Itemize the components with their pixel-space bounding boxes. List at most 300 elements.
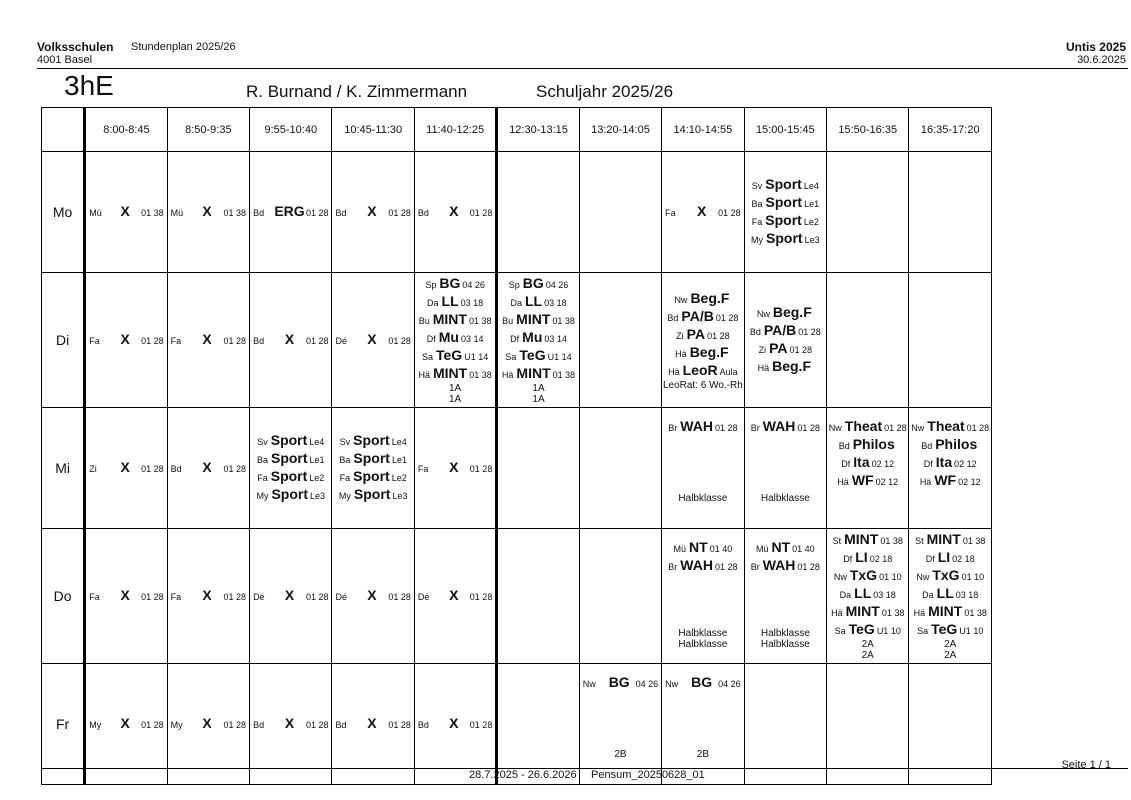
teacher-code: Hä bbox=[418, 370, 430, 380]
room-code: 01 38 bbox=[223, 208, 247, 218]
lesson bbox=[86, 715, 166, 733]
teacher-code: Zi bbox=[758, 345, 767, 355]
lesson-cell bbox=[497, 273, 579, 408]
teacher-code: Zi bbox=[89, 464, 97, 474]
subject-code: TxG bbox=[849, 567, 878, 583]
class-teachers: R. Burnand / K. Zimmermann bbox=[246, 82, 468, 101]
lesson bbox=[826, 418, 910, 436]
room-code: 04 26 bbox=[462, 280, 485, 290]
subject-code: X bbox=[202, 459, 212, 475]
lesson-group bbox=[86, 408, 166, 528]
lesson-group bbox=[909, 529, 991, 663]
lesson bbox=[168, 587, 249, 605]
day-row bbox=[42, 529, 992, 664]
room-code: 01 28 bbox=[305, 720, 329, 730]
subject-code: BG bbox=[439, 275, 461, 291]
lesson bbox=[168, 715, 249, 733]
subject-code: X bbox=[202, 331, 212, 347]
lesson bbox=[923, 549, 978, 567]
teacher-code: Df bbox=[925, 554, 935, 564]
subject-code: Theat bbox=[844, 418, 883, 434]
teacher-code: St bbox=[915, 536, 924, 546]
teacher-code: Bd bbox=[667, 312, 679, 323]
subject-code: X bbox=[202, 715, 212, 731]
teacher-code: Mü bbox=[673, 544, 687, 554]
lesson-note: 2A bbox=[944, 650, 957, 661]
subject-code: WAH bbox=[680, 418, 713, 434]
room-code: 01 10 bbox=[879, 572, 902, 582]
class-name: 3hE bbox=[64, 70, 114, 101]
teacher-code: Df bbox=[426, 334, 436, 344]
subject-code: Sport bbox=[353, 450, 390, 466]
subject-code: MINT bbox=[433, 365, 468, 381]
room-code: 01 10 bbox=[961, 572, 985, 582]
subject-code: WF bbox=[851, 472, 874, 488]
teacher-code: Fa bbox=[170, 336, 182, 346]
lesson-cell bbox=[662, 529, 744, 664]
lesson bbox=[168, 459, 249, 477]
lesson-group bbox=[745, 408, 826, 528]
lesson-cell bbox=[497, 529, 579, 664]
lesson-note: 1A bbox=[449, 383, 462, 394]
lesson bbox=[415, 715, 495, 733]
subject-code: Beg.F bbox=[690, 289, 730, 306]
period-header: 15:50-16:35 bbox=[827, 108, 909, 152]
lesson bbox=[332, 587, 413, 605]
subject-code: Sport bbox=[353, 468, 390, 484]
room-code: Le2 bbox=[309, 473, 325, 483]
teacher-code: Bd bbox=[921, 441, 933, 451]
lesson bbox=[919, 585, 981, 603]
lesson bbox=[415, 459, 495, 477]
group-note: 2B bbox=[696, 749, 709, 760]
room-code: 01 28 bbox=[305, 336, 329, 346]
teacher-code: Nw bbox=[833, 572, 847, 582]
subject-code: NT bbox=[771, 539, 791, 555]
day-row bbox=[42, 273, 992, 408]
subject-code: TeG bbox=[931, 621, 958, 637]
print-date: 30.6.2025 bbox=[1077, 54, 1126, 66]
room-code: U1 14 bbox=[547, 352, 572, 362]
lesson-cell bbox=[167, 529, 249, 664]
lesson-cell bbox=[332, 664, 414, 785]
lesson-cell bbox=[909, 152, 992, 273]
lesson-group bbox=[250, 152, 331, 272]
teacher-code: Da bbox=[839, 590, 852, 600]
teacher-code: Sv bbox=[339, 437, 351, 447]
subject-code: MINT bbox=[844, 531, 879, 547]
lesson-group bbox=[332, 152, 413, 272]
day-label: Do bbox=[42, 529, 85, 664]
lesson bbox=[332, 331, 413, 349]
subject-code: X bbox=[367, 587, 377, 603]
subject-code: Sport bbox=[765, 194, 803, 210]
lesson bbox=[665, 557, 740, 575]
lesson-note: 1A bbox=[532, 383, 545, 394]
lesson-cell bbox=[744, 529, 826, 664]
room-code: 01 38 bbox=[468, 316, 492, 326]
lesson-group bbox=[662, 273, 743, 407]
room-code: U1 14 bbox=[464, 352, 489, 362]
lesson bbox=[828, 603, 907, 621]
subject-code: Sport bbox=[270, 450, 308, 466]
lesson-cell bbox=[579, 408, 661, 529]
subject-code: LeoR bbox=[682, 361, 718, 378]
teacher-code: Ba bbox=[751, 199, 763, 209]
subject-code: TeG bbox=[436, 347, 463, 363]
room-code: Le2 bbox=[391, 473, 407, 483]
lesson bbox=[250, 587, 331, 605]
lesson bbox=[914, 621, 986, 639]
subject-code: X bbox=[449, 587, 459, 603]
period-header: 16:35-17:20 bbox=[909, 108, 992, 152]
day-label: Fr bbox=[42, 664, 85, 785]
room-code: 01 28 bbox=[388, 720, 411, 730]
lesson bbox=[911, 603, 990, 621]
room-code: 03 18 bbox=[955, 590, 979, 600]
lesson bbox=[502, 347, 574, 365]
room-code: Le4 bbox=[309, 437, 325, 447]
teacher-code: Nw bbox=[756, 309, 770, 319]
room-code: 03 18 bbox=[460, 298, 484, 308]
lesson bbox=[830, 531, 906, 549]
room-code: 04 26 bbox=[635, 679, 659, 689]
lesson bbox=[913, 567, 987, 585]
teacher-code: Bd bbox=[170, 464, 182, 474]
lesson bbox=[86, 331, 166, 349]
lesson-cell bbox=[827, 408, 909, 529]
lesson bbox=[422, 275, 488, 293]
validity-range: 28.7.2025 - 26.6.2026 bbox=[469, 769, 577, 781]
room-code: 01 28 bbox=[223, 592, 247, 602]
teacher-code: Dé bbox=[335, 592, 347, 602]
subject-code: WAH bbox=[680, 557, 713, 573]
lesson-cell bbox=[579, 273, 661, 408]
teacher-code: Bd bbox=[335, 208, 347, 218]
period-header: 10:45-11:30 bbox=[332, 108, 414, 152]
lesson bbox=[749, 176, 822, 194]
lesson-group bbox=[332, 408, 413, 528]
lesson-group bbox=[250, 273, 331, 407]
subject-code: PA/B bbox=[763, 322, 797, 338]
school-year: Schuljahr 2025/26 bbox=[536, 82, 674, 101]
lesson-group bbox=[250, 408, 331, 528]
group-note: Halbklasse bbox=[760, 493, 810, 504]
day-label: Di bbox=[42, 273, 85, 408]
lesson bbox=[424, 329, 487, 347]
plan-name: Stundenplan 2025/26 bbox=[131, 41, 236, 53]
lesson-cell bbox=[167, 273, 249, 408]
room-code: 01 28 bbox=[966, 423, 990, 433]
room-code: 01 38 bbox=[962, 536, 986, 546]
program-name: Untis 2025 bbox=[1065, 40, 1126, 54]
room-code: 01 28 bbox=[305, 208, 329, 218]
lesson-group bbox=[332, 529, 413, 663]
teacher-code: Br bbox=[668, 562, 678, 572]
lesson-cell bbox=[414, 408, 496, 529]
lesson bbox=[580, 674, 661, 692]
teacher-code: Df bbox=[841, 459, 851, 469]
subject-code: LL bbox=[936, 585, 954, 601]
room-code: 02 12 bbox=[875, 477, 899, 487]
teacher-code: Hä bbox=[837, 477, 849, 487]
room-code: 01 28 bbox=[718, 208, 741, 218]
day-label: Mo bbox=[42, 152, 85, 273]
lesson bbox=[86, 203, 166, 221]
room-code: 01 28 bbox=[388, 592, 411, 602]
subject-code: Sport bbox=[271, 486, 309, 502]
room-code: 01 28 bbox=[141, 336, 164, 346]
subject-code: Sport bbox=[353, 486, 391, 502]
lesson-group bbox=[415, 529, 495, 663]
subject-code: Sport bbox=[766, 230, 803, 246]
lesson-cell bbox=[250, 529, 332, 664]
lesson-group bbox=[250, 664, 331, 784]
teacher-code: Br bbox=[750, 423, 760, 433]
lesson bbox=[336, 486, 411, 504]
subject-code: MINT bbox=[845, 603, 880, 619]
room-code: 01 28 bbox=[714, 423, 738, 433]
lesson-group bbox=[168, 273, 249, 407]
subject-code: X bbox=[120, 715, 130, 731]
teacher-code: Hä bbox=[501, 370, 514, 380]
lesson-group bbox=[662, 664, 743, 784]
lesson bbox=[665, 362, 741, 380]
group-note: Halbklasse bbox=[760, 628, 810, 639]
period-header: 8:50-9:35 bbox=[167, 108, 249, 152]
room-code: Le1 bbox=[391, 455, 407, 465]
lesson-cell bbox=[167, 152, 249, 273]
teacher-code: Br bbox=[668, 423, 678, 433]
teacher-code: Dé bbox=[253, 592, 265, 602]
lesson bbox=[86, 459, 166, 477]
subject-code: MINT bbox=[516, 365, 551, 381]
lesson-cell bbox=[414, 273, 496, 408]
lesson-group bbox=[332, 273, 413, 407]
lesson-cell bbox=[85, 529, 167, 664]
teacher-code: Dé bbox=[335, 336, 347, 346]
lesson-group bbox=[250, 529, 331, 663]
teacher-code: My bbox=[751, 235, 763, 245]
lesson bbox=[507, 293, 569, 311]
lesson-group bbox=[498, 273, 578, 407]
subject-code: Ita bbox=[853, 454, 870, 470]
subject-code: X bbox=[367, 715, 377, 731]
room-code: U1 10 bbox=[876, 626, 901, 636]
group-note: Halbklasse bbox=[678, 639, 728, 650]
lesson bbox=[253, 486, 328, 504]
subject-code: LL bbox=[441, 293, 459, 309]
lesson bbox=[250, 331, 331, 349]
footer-divider bbox=[41, 768, 1128, 769]
lesson bbox=[749, 212, 822, 230]
teacher-code: Nw bbox=[674, 294, 688, 305]
room-code: 01 28 bbox=[715, 312, 739, 323]
subject-code: BG bbox=[691, 674, 713, 690]
room-code: 01 28 bbox=[707, 330, 730, 341]
teacher-code: Bd bbox=[335, 720, 347, 730]
lesson-cell bbox=[497, 664, 579, 785]
room-code: 01 28 bbox=[223, 464, 247, 474]
teacher-code: My bbox=[89, 720, 102, 730]
lesson bbox=[499, 365, 578, 383]
subject-code: Mu bbox=[522, 329, 543, 345]
room-code: 03 18 bbox=[873, 590, 896, 600]
teacher-code: Bd bbox=[417, 720, 429, 730]
room-code: 01 40 bbox=[709, 544, 733, 554]
teacher-code: My bbox=[256, 491, 269, 501]
day-row bbox=[42, 152, 992, 273]
teacher-code: Zi bbox=[676, 330, 684, 341]
teacher-code: Bd bbox=[838, 441, 850, 451]
lesson-cell bbox=[579, 664, 661, 785]
teacher-code: Fa bbox=[751, 217, 763, 227]
lesson-cell bbox=[827, 273, 909, 408]
timetable bbox=[41, 107, 992, 785]
teacher-code: Nw bbox=[665, 679, 679, 689]
lesson-cell bbox=[662, 408, 744, 529]
lesson-cell bbox=[662, 664, 744, 785]
teacher-code: Bu bbox=[418, 316, 430, 326]
subject-code: X bbox=[120, 203, 130, 219]
teacher-code: Hä bbox=[757, 363, 770, 373]
teacher-code: Mü bbox=[755, 544, 769, 554]
lesson-cell bbox=[85, 273, 167, 408]
lesson-group bbox=[662, 408, 743, 528]
room-code: 01 40 bbox=[792, 544, 815, 554]
room-code: 03 14 bbox=[544, 334, 567, 344]
lesson-cell bbox=[414, 152, 496, 273]
subject-code: X bbox=[449, 715, 459, 731]
lesson-cell bbox=[250, 152, 332, 273]
lesson-cell bbox=[909, 529, 992, 664]
lesson-cell bbox=[744, 664, 826, 785]
lesson-cell bbox=[167, 408, 249, 529]
subject-code: X bbox=[449, 203, 459, 219]
room-code: 04 26 bbox=[718, 679, 741, 689]
lesson-cell bbox=[332, 152, 414, 273]
room-code: Le3 bbox=[310, 491, 326, 501]
room-code: Le3 bbox=[392, 491, 408, 501]
lesson bbox=[671, 290, 734, 308]
room-code: Le3 bbox=[804, 235, 820, 245]
lesson bbox=[337, 432, 410, 450]
period-header: 12:30-13:15 bbox=[497, 108, 579, 152]
lesson-note: 2A bbox=[861, 639, 874, 650]
lesson bbox=[755, 358, 816, 376]
room-code: 01 28 bbox=[469, 208, 493, 218]
teacher-code: Hä bbox=[919, 477, 932, 487]
lesson bbox=[86, 587, 166, 605]
lesson-cell bbox=[250, 408, 332, 529]
lesson-note: 2A bbox=[861, 650, 874, 661]
period-header: 14:10-14:55 bbox=[662, 108, 744, 152]
period-header: 9:55-10:40 bbox=[250, 108, 332, 152]
lesson-cell bbox=[744, 273, 826, 408]
lesson-note: 1A bbox=[449, 394, 462, 405]
lesson bbox=[332, 715, 413, 733]
subject-code: Theat bbox=[927, 418, 965, 434]
subject-code: WF bbox=[934, 472, 957, 488]
lesson bbox=[673, 326, 732, 344]
lesson-group bbox=[86, 152, 166, 272]
subject-code: LL bbox=[854, 585, 872, 601]
lesson-cell bbox=[250, 664, 332, 785]
teacher-code: Da bbox=[510, 298, 522, 308]
room-code: 02 12 bbox=[871, 459, 895, 469]
teacher-code: Sa bbox=[834, 626, 846, 636]
lesson bbox=[749, 194, 823, 212]
subject-code: Sport bbox=[765, 176, 802, 192]
subject-code: X bbox=[202, 587, 212, 603]
subject-code: Sport bbox=[270, 432, 308, 448]
lesson bbox=[250, 715, 331, 733]
lesson-note: 2A bbox=[944, 639, 957, 650]
subject-code: MINT bbox=[928, 603, 963, 619]
lesson bbox=[337, 468, 410, 486]
lesson bbox=[908, 418, 992, 436]
subject-code: X bbox=[120, 331, 130, 347]
subject-code: BG bbox=[608, 674, 630, 690]
room-code: 01 28 bbox=[223, 720, 247, 730]
subject-code: X bbox=[284, 587, 295, 603]
teacher-code: Da bbox=[922, 590, 934, 600]
teacher-code: Ba bbox=[256, 455, 268, 465]
lesson-group bbox=[662, 152, 743, 272]
lesson-group bbox=[415, 664, 495, 784]
teacher-code: Fa bbox=[257, 473, 268, 483]
lesson-group bbox=[827, 529, 908, 663]
lesson bbox=[254, 432, 327, 450]
lesson bbox=[754, 304, 817, 322]
lesson bbox=[168, 331, 249, 349]
room-code: 01 28 bbox=[469, 464, 493, 474]
lesson-group bbox=[168, 152, 249, 272]
subject-code: X bbox=[284, 331, 295, 347]
teacher-code: Nw bbox=[582, 679, 596, 689]
subject-code: WAH bbox=[762, 418, 796, 434]
pensum-id: Pensum_20250628_01 bbox=[591, 769, 705, 781]
lesson-cell bbox=[909, 273, 992, 408]
day-label: Mi bbox=[42, 408, 85, 529]
lesson-cell bbox=[579, 529, 661, 664]
subject-code: X bbox=[202, 203, 212, 219]
lesson bbox=[831, 567, 905, 585]
room-code: 01 28 bbox=[469, 720, 493, 730]
subject-code: X bbox=[367, 331, 377, 347]
teacher-code: Sp bbox=[425, 280, 437, 290]
teacher-code: Br bbox=[750, 562, 760, 572]
subject-code: Philos bbox=[935, 436, 978, 452]
lesson bbox=[664, 308, 741, 326]
lesson bbox=[662, 203, 743, 221]
room-code: Le4 bbox=[803, 181, 819, 191]
room-code: 02 12 bbox=[954, 459, 977, 469]
group-note: Halbklasse bbox=[760, 639, 810, 650]
subject-code: Mu bbox=[438, 329, 459, 345]
lesson bbox=[419, 347, 491, 365]
room-code: 01 38 bbox=[552, 370, 576, 380]
teacher-code: Fa bbox=[89, 336, 100, 346]
teacher-code: Bd bbox=[749, 327, 761, 337]
room-code: 01 28 bbox=[797, 423, 820, 433]
room-code: Le2 bbox=[803, 217, 819, 227]
day-row bbox=[42, 408, 992, 529]
lesson bbox=[753, 539, 818, 557]
teacher-code: Ba bbox=[339, 455, 351, 465]
lesson bbox=[748, 230, 823, 248]
lesson bbox=[671, 539, 736, 557]
